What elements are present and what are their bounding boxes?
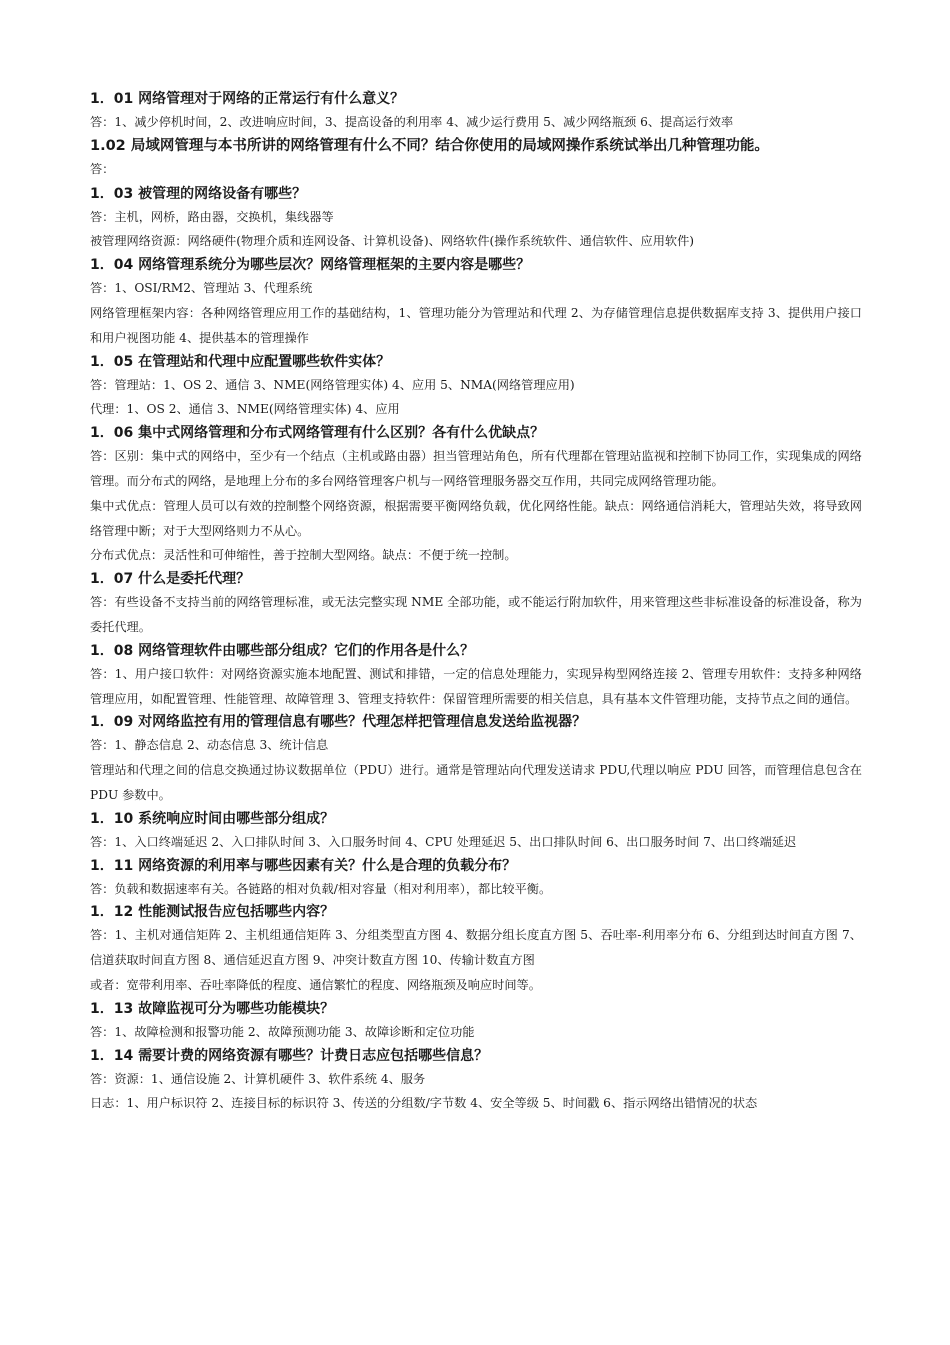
answer-paragraph: 答：主机，网桥，路由器，交换机，集线器等 [90,209,334,224]
answer-paragraph: 答：1、静态信息 2、动态信息 3、统计信息 [90,738,329,753]
question-heading: 1．12 性能测试报告应包括哪些内容？ [90,904,335,921]
answer-paragraph: 日志：1、用户标识符 2、连接目标的标识符 3、传送的分组数/字节数 4、安全等级 5、时间戳 6、指示网络出错情况的状态 [90,1096,758,1111]
answer-paragraph: 答：1、减少停机时间，2、改进响应时间，3、提高设备的利用率 4、减少运行费用 5、减少网络瓶颈 6、提高运行效率 [90,115,734,129]
answer-paragraph: 被管理网络资源：网络硬件(物理介质和连网设备、计算机设备)、网络软件(操作系统软件、通信软件、应用软件) [90,234,695,249]
answer-paragraph: 管理站和代理之间的信息交换通过协议数据单位（PDU）进行。通常是管理站向代理发送请求 PDU,代理以响应 PDU 回答，而管理信息包含在 PDU 参数中。 [90,763,862,802]
answer-paragraph: 代理：1、OS 2、通信 3、NME(网络管理实体) 4、应用 [90,402,400,417]
question-heading: 1．10 系统响应时间由哪些部分组成？ [90,810,335,827]
question-heading: 1.02 局域网管理与本书所讲的网络管理有什么不同？结合你使用的局域网操作系统试举出几种管理功能。 [90,137,769,154]
answer-paragraph: 答：资源：1、通信设施 2、计算机硬件 3、软件系统 4、服务 [90,1071,426,1086]
question-heading: 1．05 在管理站和代理中应配置哪些软件实体？ [90,353,391,370]
qa-list [90,88,862,1116]
answer-paragraph: 答：区别：集中式的网络中，至少有一个结点（主机或路由器）担当管理站角色，所有代理都在管理站监视和控制下协同工作，实现集成的网络管理。而分布式的网络，是地理上分布的多台网络管理客户机与一网络管理服务器交互作用，共同完成网络管理功能。 [90,449,862,488]
answer-paragraph: 集中式优点：管理人员可以有效的控制整个网络资源，根据需要平衡网络负载，优化网络性能。缺点：网络通信消耗大，管理站失效，将导致网络管理中断；对于大型网络则力不从心。 [90,498,862,538]
question-heading: 1．14 需要计费的网络资源有哪些？计费日志应包括哪些信息？ [90,1047,489,1064]
answer-paragraph: 分布式优点：灵活性和可伸缩性，善于控制大型网络。缺点：不便于统一控制。 [90,548,517,563]
answer-paragraph: 答：有些设备不支持当前的网络管理标准，或无法完整实现 NME 全部功能，或不能运行附加软件，用来管理这些非标准设备的标准设备，称为委托代理。 [90,595,862,634]
answer-paragraph: 答：1、用户接口软件：对网络资源实施本地配置、测试和排错，一定的信息处理能力，实现异构型网络连接 2、管理专用软件：支持多种网络管理应用，如配置管理、性能管理、故障管理 3、管理支持软件：保留管理所需要的相关信息，具有基本文件管理功能，支持节点之间的通信。 [90,666,862,706]
question-heading: 1．01 网络管理对于网络的正常运行有什么意义？ [90,91,405,107]
answer-paragraph: 答：管理站：1、OS 2、通信 3、NME(网络管理实体) 4、应用 5、NMA(网络管理应用) [90,377,575,392]
question-heading: 1．07 什么是委托代理？ [90,571,251,588]
question-heading: 1．11 网络资源的利用率与哪些因素有关？什么是合理的负载分布？ [90,857,517,874]
question-heading: 1．03 被管理的网络设备有哪些？ [90,185,307,202]
answer-paragraph: 答：1、主机对通信矩阵 2、主机组通信矩阵 3、分组类型直方图 4、数据分组长度直方图 5、吞吐率-利用率分布 6、分组到达时间直方图 7、信道获取时间直方图 8、通信延迟直方图 9、冲突计数直方图 10、传输计数直方图 [90,928,862,968]
answer-paragraph: 答：1、入口终端延迟 2、入口排队时间 3、入口服务时间 4、CPU 处理延迟 5、出口排队时间 6、出口服务时间 7、出口终端延迟 [90,834,797,849]
answer-paragraph: 答：负载和数据速率有关。各链路的相对负载/相对容量（相对利用率），都比较平衡。 [90,881,552,896]
question-heading: 1．08 网络管理软件由哪些部分组成？它们的作用各是什么？ [90,642,475,659]
question-heading: 1．06 集中式网络管理和分布式网络管理有什么区别？各有什么优缺点？ [90,425,545,442]
answer-paragraph: 答：1、故障检测和报警功能 2、故障预测功能 3、故障诊断和定位功能 [90,1024,475,1039]
answer-paragraph: 网络管理框架内容：各种网络管理应用工作的基础结构，1、管理功能分为管理站和代理 2、为存储管理信息提供数据库支持 3、提供用户接口和用户视图功能 4、提供基本的管理操作 [90,305,862,345]
answer-paragraph: 答：1、OSI/RM2、管理站 3、代理系统 [90,281,313,296]
question-heading: 1．04 网络管理系统分为哪些层次？网络管理框架的主要内容是哪些？ [90,257,531,274]
answer-paragraph: 或者：宽带利用率、吞吐率降低的程度、通信繁忙的程度、网络瓶颈及响应时间等。 [90,977,541,992]
question-heading: 1．09 对网络监控有用的管理信息有哪些？代理怎样把管理信息发送给监视器？ [90,714,587,731]
answer-paragraph: 答： [90,161,115,176]
question-heading: 1．13 故障监视可分为哪些功能模块？ [90,1000,335,1017]
